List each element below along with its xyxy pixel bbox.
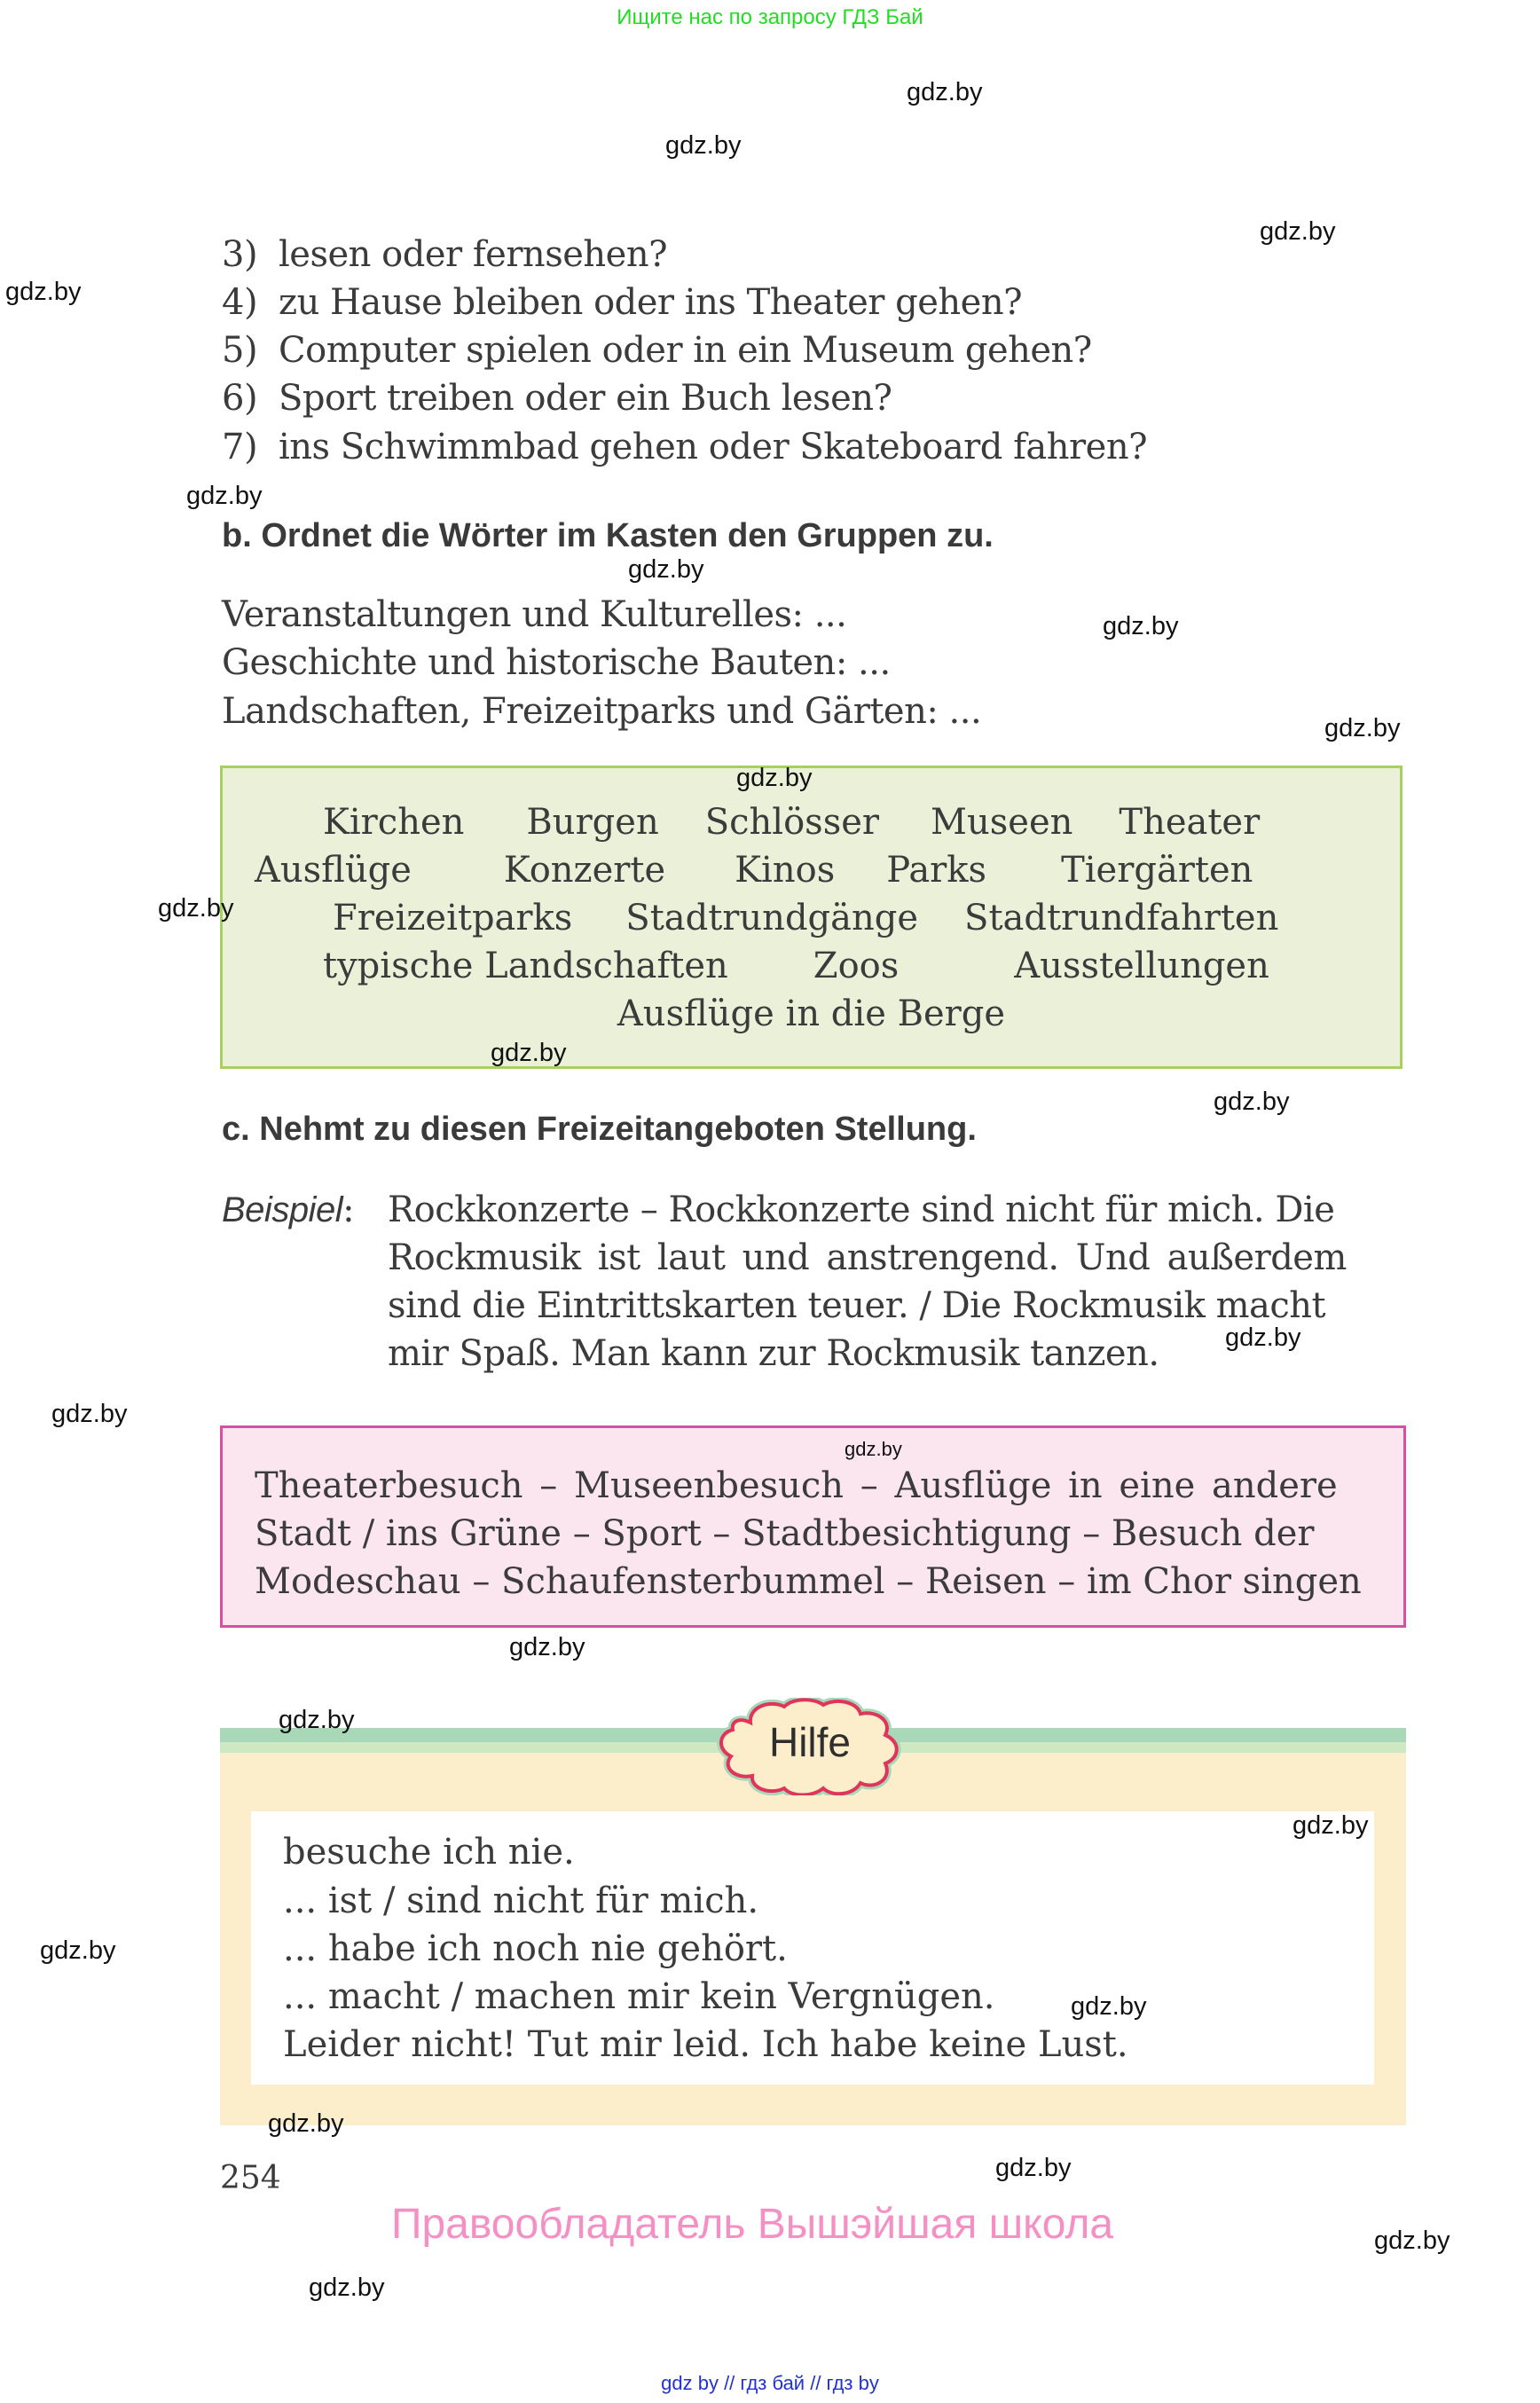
example-label-text: Beispiel [222, 1190, 343, 1229]
list-item-text: Sport treiben oder ein Buch lesen? [279, 378, 892, 419]
watermark: gdz.by [1260, 217, 1336, 246]
watermark: gdz.by [1071, 1992, 1147, 2021]
watermark: gdz.by [309, 2273, 385, 2302]
word-row [223, 850, 1400, 891]
watermark: gdz.by [845, 1438, 902, 1460]
hilfe-content [251, 1811, 1374, 2085]
watermark: gdz.by [279, 1706, 355, 1734]
word-row [223, 900, 1400, 936]
activities-line: Theaterbesuch – Museenbesuch – Ausflüge in eine andere [255, 1465, 1338, 1506]
watermark: gdz.by [665, 131, 742, 160]
word-chip: Ausflüge [255, 850, 412, 891]
watermark: gdz.by [1292, 1811, 1369, 1840]
example-line: sind die Eintrittskarten teuer. / Die Rockmusik macht [388, 1285, 1326, 1326]
word-chip: Tiergärten [1061, 850, 1253, 891]
watermark: gdz.by [1214, 1088, 1290, 1116]
watermark: gdz.by [1103, 612, 1179, 640]
word-chip: typische Landschaften [323, 946, 728, 986]
example-line: mir Spaß. Man kann zur Rockmusik tanzen. [388, 1333, 1159, 1374]
page-number: 254 [220, 2160, 281, 2196]
watermark: gdz.by [1225, 1323, 1301, 1352]
watermark: gdz.by [995, 2154, 1072, 2182]
word-chip: Konzerte [503, 850, 666, 891]
hilfe-line: ... macht / machen mir kein Vergnügen. [283, 1976, 995, 2017]
watermark: gdz.by [40, 1936, 116, 1965]
list-item [222, 378, 892, 419]
word-chip: Schlösser [704, 802, 880, 843]
hilfe-badge [715, 1698, 905, 1795]
example-label [222, 1192, 354, 1228]
watermark: gdz.by [491, 1039, 567, 1067]
word-chip: Freizeitparks [333, 898, 573, 938]
example-line: Rockkonzerte – Rockkonzerte sind nicht für mich. Die [388, 1190, 1335, 1230]
group-line: Veranstaltungen und Kulturelles: ... [222, 594, 847, 635]
hilfe-line: besuche ich nie. [283, 1832, 575, 1873]
word-chip: Theater [1119, 802, 1261, 843]
watermark: gdz.by [1324, 714, 1401, 742]
hilfe-line: ... ist / sind nicht für mich. [283, 1881, 759, 1921]
watermark: gdz.by [509, 1633, 585, 1661]
hilfe-line: Leider nicht! Tut mir leid. Ich habe keine Lust. [283, 2024, 1128, 2065]
watermark: gdz.by [5, 278, 82, 306]
list-item-number: 4) [222, 282, 258, 323]
copyright-notice: Правообладатель Вышэйшая школа [390, 2201, 1114, 2248]
list-item [222, 330, 1092, 371]
word-chip: Burgen [526, 802, 659, 843]
word-chip: Ausflüge in die Berge [617, 993, 1006, 1034]
word-row [223, 993, 1400, 1034]
watermark: gdz.by [1374, 2226, 1450, 2255]
list-item-text: ins Schwimmbad gehen oder Skateboard fahren? [279, 427, 1148, 467]
activities-line: Stadt / ins Grüne – Sport – Stadtbesichtigung – Besuch der [255, 1513, 1315, 1554]
section-c-heading: c. Nehmt zu diesen Freizeitangeboten Stellung. [222, 1111, 977, 1148]
list-item-text: Computer spielen oder in ein Museum gehen? [279, 330, 1092, 371]
watermark: gdz.by [158, 894, 234, 923]
list-item [222, 234, 668, 275]
hilfe-line: ... habe ich noch nie gehört. [283, 1928, 788, 1969]
watermark: gdz.by [268, 2109, 344, 2138]
list-item-number: 3) [222, 234, 258, 275]
group-line: Landschaften, Freizeitparks und Gärten: ... [222, 691, 982, 732]
list-item-number: 6) [222, 378, 258, 419]
word-row [223, 948, 1400, 984]
activities-line: Modeschau – Schaufensterbummel – Reisen – im Chor singen [255, 1561, 1362, 1602]
watermark: gdz.by [628, 555, 704, 584]
list-item-text: zu Hause bleiben oder ins Theater gehen? [279, 282, 1023, 323]
footer-links[interactable]: gdz by // гдз бай // гдз by [661, 2372, 879, 2394]
word-chip: Museen [931, 802, 1073, 843]
word-chip: Kirchen [323, 802, 465, 843]
list-item [222, 429, 1147, 465]
activities-box [220, 1425, 1406, 1628]
word-chip: Parks [886, 850, 987, 891]
word-chip: Zoos [813, 946, 900, 986]
example-line: Rockmusik ist laut und anstrengend. Und außerdem [388, 1237, 1347, 1278]
hilfe-title: Hilfe [768, 1719, 852, 1765]
top-banner[interactable]: Ищите нас по запросу ГДЗ Бай [617, 5, 923, 29]
list-item-number: 5) [222, 330, 258, 371]
watermark: gdz.by [907, 78, 983, 106]
section-b-heading: b. Ordnet die Wörter im Kasten den Gruppen zu. [222, 517, 994, 554]
list-item-text: lesen oder fernsehen? [279, 234, 668, 275]
word-chip: Ausstellungen [1014, 946, 1269, 986]
word-box [220, 766, 1402, 1069]
watermark: gdz.by [51, 1400, 128, 1428]
list-item [222, 282, 1023, 323]
word-chip: Stadtrundgänge [625, 898, 919, 938]
word-row [223, 802, 1400, 843]
list-item-number: 7) [222, 427, 258, 467]
example-colon: : [342, 1190, 355, 1230]
word-chip: Stadtrundfahrten [964, 898, 1279, 938]
watermark: gdz.by [736, 764, 813, 792]
group-line: Geschichte und historische Bauten: ... [222, 642, 891, 683]
word-chip: Kinos [735, 850, 836, 891]
watermark: gdz.by [186, 482, 263, 510]
